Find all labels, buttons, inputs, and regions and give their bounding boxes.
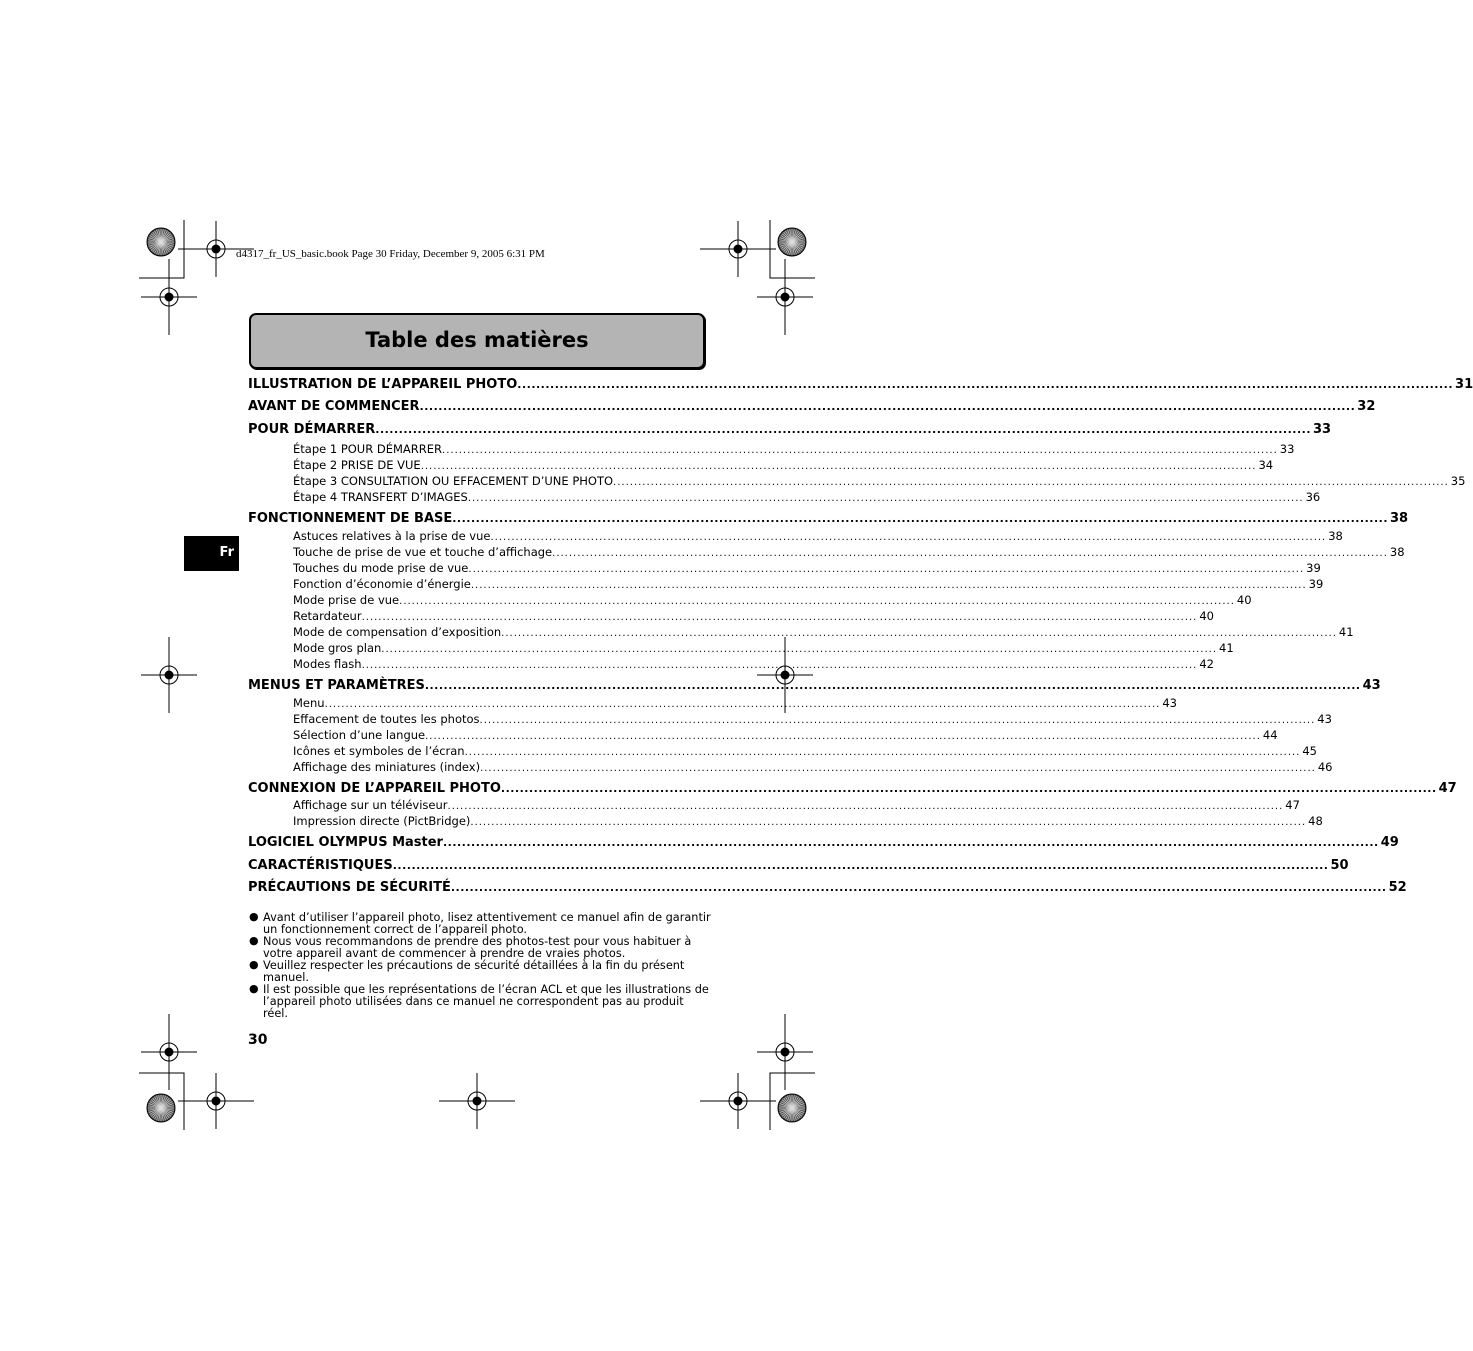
toc-entry-page: 32 xyxy=(1357,399,1376,414)
toc-entry-page: 43 xyxy=(1162,696,1177,710)
toc-entry-label: Touche de prise de vue et touche d’affichage xyxy=(293,545,553,559)
toc-entry-page: 52 xyxy=(1388,880,1407,895)
toc-entry-label: CONNEXION DE L’APPAREIL PHOTO xyxy=(248,781,501,796)
toc-entry-label: FONCTIONNEMENT DE BASE xyxy=(248,511,453,526)
toc-entry-label: Touches du mode prise de vue xyxy=(293,561,469,575)
note-item xyxy=(249,984,711,1020)
registration-mark-icon xyxy=(700,221,776,277)
toc-subsection xyxy=(248,593,1252,607)
note-text: Il est possible que les représentations de l’écran ACL et que les illustrations de l’appareil photo utilisées dans ce manuel ne correspondent pas au produit réel. xyxy=(263,983,709,1020)
toc-entry-page: 39 xyxy=(1306,561,1321,575)
toc-leader-dots: ........................................................................................................................................................................................................ xyxy=(425,731,1261,742)
toc-subsection xyxy=(248,561,1321,575)
registration-mark-icon xyxy=(439,1073,515,1129)
toc-entry-page: 43 xyxy=(1362,678,1381,693)
toc-entry-label: Impression directe (PictBridge) xyxy=(293,814,471,828)
toc-leader-dots: ........................................................................................................................................................................................................ xyxy=(420,461,1257,472)
toc-entry-page: 33 xyxy=(1279,442,1295,456)
page-number: 30 xyxy=(248,1032,268,1048)
toc-subsection xyxy=(248,798,1300,812)
toc-section xyxy=(248,835,1399,850)
toc-entry-label: PRÉCAUTIONS DE SÉCURITÉ xyxy=(248,880,451,895)
star-target-icon xyxy=(778,228,806,256)
star-target-icon xyxy=(147,228,175,256)
toc-entry-label: Mode de compensation d’exposition xyxy=(293,625,502,639)
toc-entry-page: 31 xyxy=(1455,377,1473,392)
toc-leader-dots: ........................................................................................................................................................................................................ xyxy=(552,548,1388,559)
toc-leader-dots: ........................................................................................................................................................................................................ xyxy=(442,445,1278,456)
toc-subsection xyxy=(248,712,1332,726)
toc-entry-page: 40 xyxy=(1199,609,1214,623)
toc-entry-page: 40 xyxy=(1236,593,1252,607)
toc-entry-page: 41 xyxy=(1219,641,1234,655)
toc-subsection xyxy=(248,458,1274,472)
toc-entry-label: AVANT DE COMMENCER xyxy=(248,399,420,414)
registration-mark-icon xyxy=(700,1073,776,1129)
bullet-icon: ● xyxy=(249,934,259,947)
toc-entry-label: Icônes et symboles de l’écran xyxy=(293,744,465,758)
toc-subsection xyxy=(248,625,1354,639)
toc-entry-page: 45 xyxy=(1302,744,1317,758)
toc-leader-dots: ........................................................................................................................................................................................................ xyxy=(468,564,1305,575)
toc-leader-dots: ........................................................................................................................................................................................................ xyxy=(447,801,1284,812)
toc-subsection xyxy=(248,641,1234,655)
toc-entry-label: LOGICIEL OLYMPUS Master xyxy=(248,835,443,850)
star-target-icon xyxy=(147,1094,175,1122)
toc-subsection xyxy=(248,728,1278,742)
toc-entry-label: Étape 4 TRANSFERT D’IMAGES xyxy=(293,490,468,504)
page-title: Table des matières xyxy=(365,328,589,352)
toc-leader-dots: ........................................................................................................................................................................................................ xyxy=(419,400,1356,413)
toc-entry-page: 49 xyxy=(1380,835,1399,850)
toc-subsection xyxy=(248,529,1343,543)
note-item xyxy=(249,912,711,936)
toc-entry-page: 48 xyxy=(1308,814,1323,828)
toc-leader-dots: ........................................................................................................................................................................................................ xyxy=(452,512,1388,525)
toc-entry-page: 38 xyxy=(1390,511,1409,526)
toc-leader-dots: ........................................................................................................................................................................................................ xyxy=(464,747,1301,758)
toc-leader-dots: ........................................................................................................................................................................................................ xyxy=(442,836,1379,849)
toc-entry-label: Affichage des miniatures (index) xyxy=(293,760,481,774)
toc-entry-page: 43 xyxy=(1317,712,1332,726)
toc-subsection xyxy=(248,609,1214,623)
star-target-icon xyxy=(778,1094,806,1122)
toc-leader-dots: ........................................................................................................................................................................................................ xyxy=(613,477,1449,488)
toc-leader-dots: ........................................................................................................................................................................................................ xyxy=(501,628,1337,639)
toc-leader-dots: ........................................................................................................................................................................................................ xyxy=(375,423,1312,436)
toc-section xyxy=(248,678,1381,693)
toc-subsection xyxy=(248,760,1333,774)
toc-entry-label: Sélection d’une langue xyxy=(293,728,426,742)
language-tab xyxy=(184,536,239,571)
toc-entry-label: ILLUSTRATION DE L’APPAREIL PHOTO xyxy=(248,377,518,392)
toc-entry-label: MENUS ET PARAMÈTRES xyxy=(248,678,425,693)
toc-leader-dots: ........................................................................................................................................................................................................ xyxy=(324,699,1161,710)
registration-mark-icon xyxy=(757,259,813,335)
registration-mark-icon xyxy=(178,1073,254,1129)
toc-entry-page: 35 xyxy=(1450,474,1466,488)
registration-mark-icon xyxy=(141,637,197,713)
toc-leader-dots: ........................................................................................................................................................................................................ xyxy=(361,660,1198,671)
note-text: Nous vous recommandons de prendre des photos-test pour vous habituer à votre appareil avant de commencer à prendre de vraies photos. xyxy=(263,935,692,960)
toc-entry-label: Mode prise de vue xyxy=(293,593,400,607)
registration-mark-icon xyxy=(141,259,197,335)
toc-entry-page: 34 xyxy=(1258,458,1274,472)
toc-entry-page: 38 xyxy=(1389,545,1405,559)
toc-entry-label: Étape 1 POUR DÉMARRER xyxy=(293,442,443,456)
toc-leader-dots: ........................................................................................................................................................................................................ xyxy=(399,596,1235,607)
toc-entry-label: Menu xyxy=(293,696,325,710)
toc-entry-label: Affichage sur un téléviseur xyxy=(293,798,448,812)
toc-leader-dots: ........................................................................................................................................................................................................ xyxy=(424,679,1361,692)
note-item xyxy=(249,960,711,984)
toc-entry-page: 36 xyxy=(1305,490,1321,504)
toc-subsection xyxy=(248,474,1466,488)
toc-leader-dots: ........................................................................................................................................................................................................ xyxy=(361,612,1198,623)
toc-leader-dots: ........................................................................................................................................................................................................ xyxy=(480,763,1316,774)
toc-leader-dots: ........................................................................................................................................................................................................ xyxy=(392,859,1329,872)
toc-leader-dots: ........................................................................................................................................................................................................ xyxy=(490,532,1327,543)
toc-entry-label: Étape 2 PRISE DE VUE xyxy=(293,458,421,472)
bullet-icon: ● xyxy=(249,910,259,923)
toc-subsection xyxy=(248,696,1177,710)
toc-entry-label: Fonction d’économie d’énergie xyxy=(293,577,471,591)
toc-entry-label: Retardateur xyxy=(293,609,362,623)
toc-section xyxy=(248,377,1473,392)
toc-entry-label: CARACTÉRISTIQUES xyxy=(248,858,393,873)
toc-entry-page: 47 xyxy=(1285,798,1300,812)
toc-leader-dots: ........................................................................................................................................................................................................ xyxy=(517,378,1454,391)
bullet-icon: ● xyxy=(249,982,259,995)
toc-subsection xyxy=(248,545,1405,559)
toc-entry-label: Étape 3 CONSULTATION OU EFFACEMENT D’UNE PHOTO xyxy=(293,474,614,488)
toc-entry-label: Effacement de toutes les photos xyxy=(293,712,480,726)
toc-section xyxy=(248,880,1407,895)
toc-subsection xyxy=(248,657,1214,671)
toc-entry-page: 50 xyxy=(1330,858,1349,873)
toc-entry-page: 38 xyxy=(1328,529,1343,543)
toc-entry-page: 39 xyxy=(1308,577,1324,591)
toc-subsection xyxy=(248,490,1321,504)
toc-section xyxy=(248,858,1349,873)
toc-leader-dots: ........................................................................................................................................................................................................ xyxy=(470,817,1307,828)
toc-section xyxy=(248,781,1457,796)
registration-mark-icon xyxy=(141,1014,197,1090)
toc-leader-dots: ........................................................................................................................................................................................................ xyxy=(450,881,1387,894)
toc-entry-page: 33 xyxy=(1313,422,1332,437)
toc-entry-page: 46 xyxy=(1317,760,1333,774)
toc-entry-label: POUR DÉMARRER xyxy=(248,422,376,437)
toc-subsection xyxy=(248,744,1317,758)
note-text: Avant d’utiliser l’appareil photo, lisez attentivement ce manuel afin de garantir un fonctionnement correct de l’appareil photo. xyxy=(263,911,711,936)
toc-leader-dots: ........................................................................................................................................................................................................ xyxy=(470,580,1307,591)
note-text: Veuillez respecter les précautions de sécurité détaillées à la fin du présent manuel. xyxy=(263,959,685,984)
toc-leader-dots: ........................................................................................................................................................................................................ xyxy=(381,644,1218,655)
toc-leader-dots: ........................................................................................................................................................................................................ xyxy=(467,493,1304,504)
notes-list xyxy=(249,912,711,1020)
toc-subsection xyxy=(248,442,1295,456)
toc-entry-page: 41 xyxy=(1338,625,1354,639)
toc-entry-label: Astuces relatives à la prise de vue xyxy=(293,529,491,543)
toc-section xyxy=(248,422,1332,437)
toc-leader-dots: ........................................................................................................................................................................................................ xyxy=(479,715,1316,726)
note-item xyxy=(249,936,711,960)
toc-section xyxy=(248,399,1376,414)
title-banner xyxy=(249,313,705,369)
toc-entry-page: 42 xyxy=(1199,657,1214,671)
toc-subsection xyxy=(248,577,1324,591)
toc-entry-label: Mode gros plan xyxy=(293,641,382,655)
toc-section xyxy=(248,511,1409,526)
toc-leader-dots: ........................................................................................................................................................................................................ xyxy=(500,782,1437,795)
toc-entry-page: 47 xyxy=(1438,781,1457,796)
toc-subsection xyxy=(248,814,1323,828)
toc-entry-page: 44 xyxy=(1262,728,1278,742)
language-tab-label: Fr xyxy=(219,545,234,560)
bullet-icon: ● xyxy=(249,958,259,971)
toc-entry-label: Modes flash xyxy=(293,657,362,671)
book-header-info: d4317_fr_US_basic.book Page 30 Friday, December 9, 2005 6:31 PM xyxy=(236,248,545,260)
registration-mark-icon xyxy=(757,1014,813,1090)
